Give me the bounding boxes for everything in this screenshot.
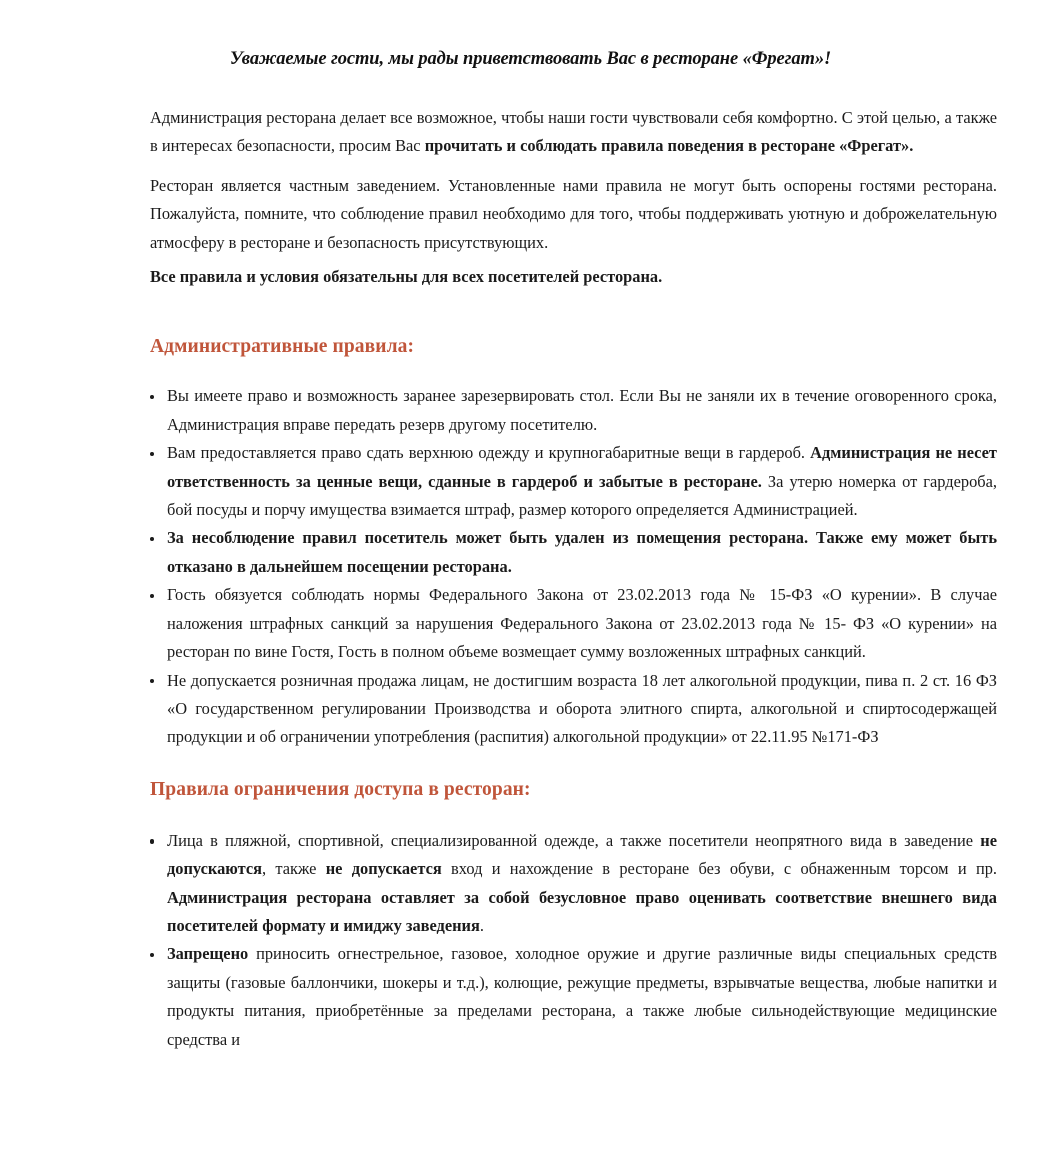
list-item xyxy=(150,382,997,439)
list-item-emphasis: За несоблюдение правил посетитель может быть удален из помещения ресторана. Также ему может быть отказано в дальнейшем посещении ресторана. xyxy=(167,528,997,576)
intro-paragraph-3 xyxy=(150,263,997,291)
list-item-text: Не допускается розничная продажа лицам, не достигшим возраста 18 лет алкогольной продукции, пива п. 2 ст. 16 ФЗ «О государственном регулировании Производства и оборота элитного спирта, алкогольной и спиртосодержащей продукции и об ограничении употребления (распития) алкогольной продукции» от 22.11.95 №171-ФЗ xyxy=(167,670,997,747)
list-item-emphasis: Запрещено xyxy=(167,944,249,964)
page-title: Уважаемые гости, мы рады приветствовать Вас в ресторане «Фрегат»! xyxy=(229,49,832,69)
intro-paragraph-2: Ресторан является частным заведением. Установленные нами правила не могут быть оспорены гостями ресторана. Пожалуйста, помните, что соблюдение правил необходимо для того, чтобы поддерживать уютную и доброжелательную атмосферу в ресторане и безопасность присутствующих. xyxy=(150,175,997,252)
list-item-text: Вы имеете право и возможность заранее зарезервировать стол. Если Вы не заняли их в течение оговоренного срока, Администрация вправе передать резерв другому посетителю. xyxy=(167,386,997,434)
intro-paragraph-3-emphasis: Все правила и условия обязательны для всех посетителей ресторана. xyxy=(150,267,663,287)
section-heading-administrative: Административные правила: xyxy=(150,336,415,358)
list-item-text: . xyxy=(479,915,484,935)
list-item xyxy=(150,524,997,581)
list-item-text: За утерю номерка от гардероба, бой посуды и порчу имущества взимается штраф, размер которого определяется Администрацией. xyxy=(167,471,997,520)
intro-paragraph-1-emphasis: прочитать и соблюдать правила поведения в ресторане «Фрегат». xyxy=(424,136,914,156)
list-item-text: , также xyxy=(262,859,326,879)
list-item xyxy=(150,581,997,666)
list-item-text: Лица в пляжной, спортивной, специализированной одежде, а также посетители неопрятного вида в заведение xyxy=(167,830,981,850)
list-item-text: вход и нахождение в ресторане без обуви, с обнаженным торсом и пр. xyxy=(441,859,998,879)
list-item xyxy=(150,940,997,1054)
rules-list-access xyxy=(150,827,997,1054)
list-item-emphasis: не допускаются xyxy=(167,830,997,879)
list-item-text: Вам предоставляется право сдать верхнюю одежду и крупногабаритные вещи в гардероб. xyxy=(167,443,811,463)
section-heading-access: Правила ограничения доступа в ресторан: xyxy=(150,778,531,800)
intro-paragraph-1-text: Администрация ресторана делает все возможное, чтобы наши гости чувствовали себя комфортно. С этой целью, а также в интересах безопасности, просим Вас xyxy=(150,108,997,156)
document-body xyxy=(0,104,1061,1054)
list-item xyxy=(150,827,997,941)
rules-list-administrative xyxy=(150,382,997,751)
list-item-text: Гость обязуется соблюдать нормы Федерального Закона от 23.02.2013 года № 15-ФЗ «О курении». В случае наложения штрафных санкций за нарушения Федерального Закона от 23.02.2013 года № 15- ФЗ «О курении» на ресторан по вине Гостя, Гость в полном объеме возмещает сумму возложенных штрафных санкций. xyxy=(167,585,997,662)
list-item xyxy=(150,439,997,524)
list-item-emphasis: не допускается xyxy=(325,859,442,879)
list-item-text: приносить огнестрельное, газовое, холодное оружие и другие различные виды специальных средств защиты (газовые баллончики, шокеры и т.д.), колющие, режущие предметы, взрывчатые вещества, любые напитки и продукты питания, приобретённые за пределами ресторана, а также любые сильнодействующие медицинские средства и xyxy=(167,944,997,1049)
list-item-emphasis: Администрация ресторана оставляет за собой безусловное право оценивать соответствие внешнего вида посетителей форматy и имиджу заведения xyxy=(167,887,997,935)
list-item-emphasis: Администрация не несет ответственность за ценные вещи, сданные в гардероб и забытые в ресторане. xyxy=(167,443,997,491)
intro-paragraph-1 xyxy=(150,104,997,161)
list-item xyxy=(150,667,997,752)
